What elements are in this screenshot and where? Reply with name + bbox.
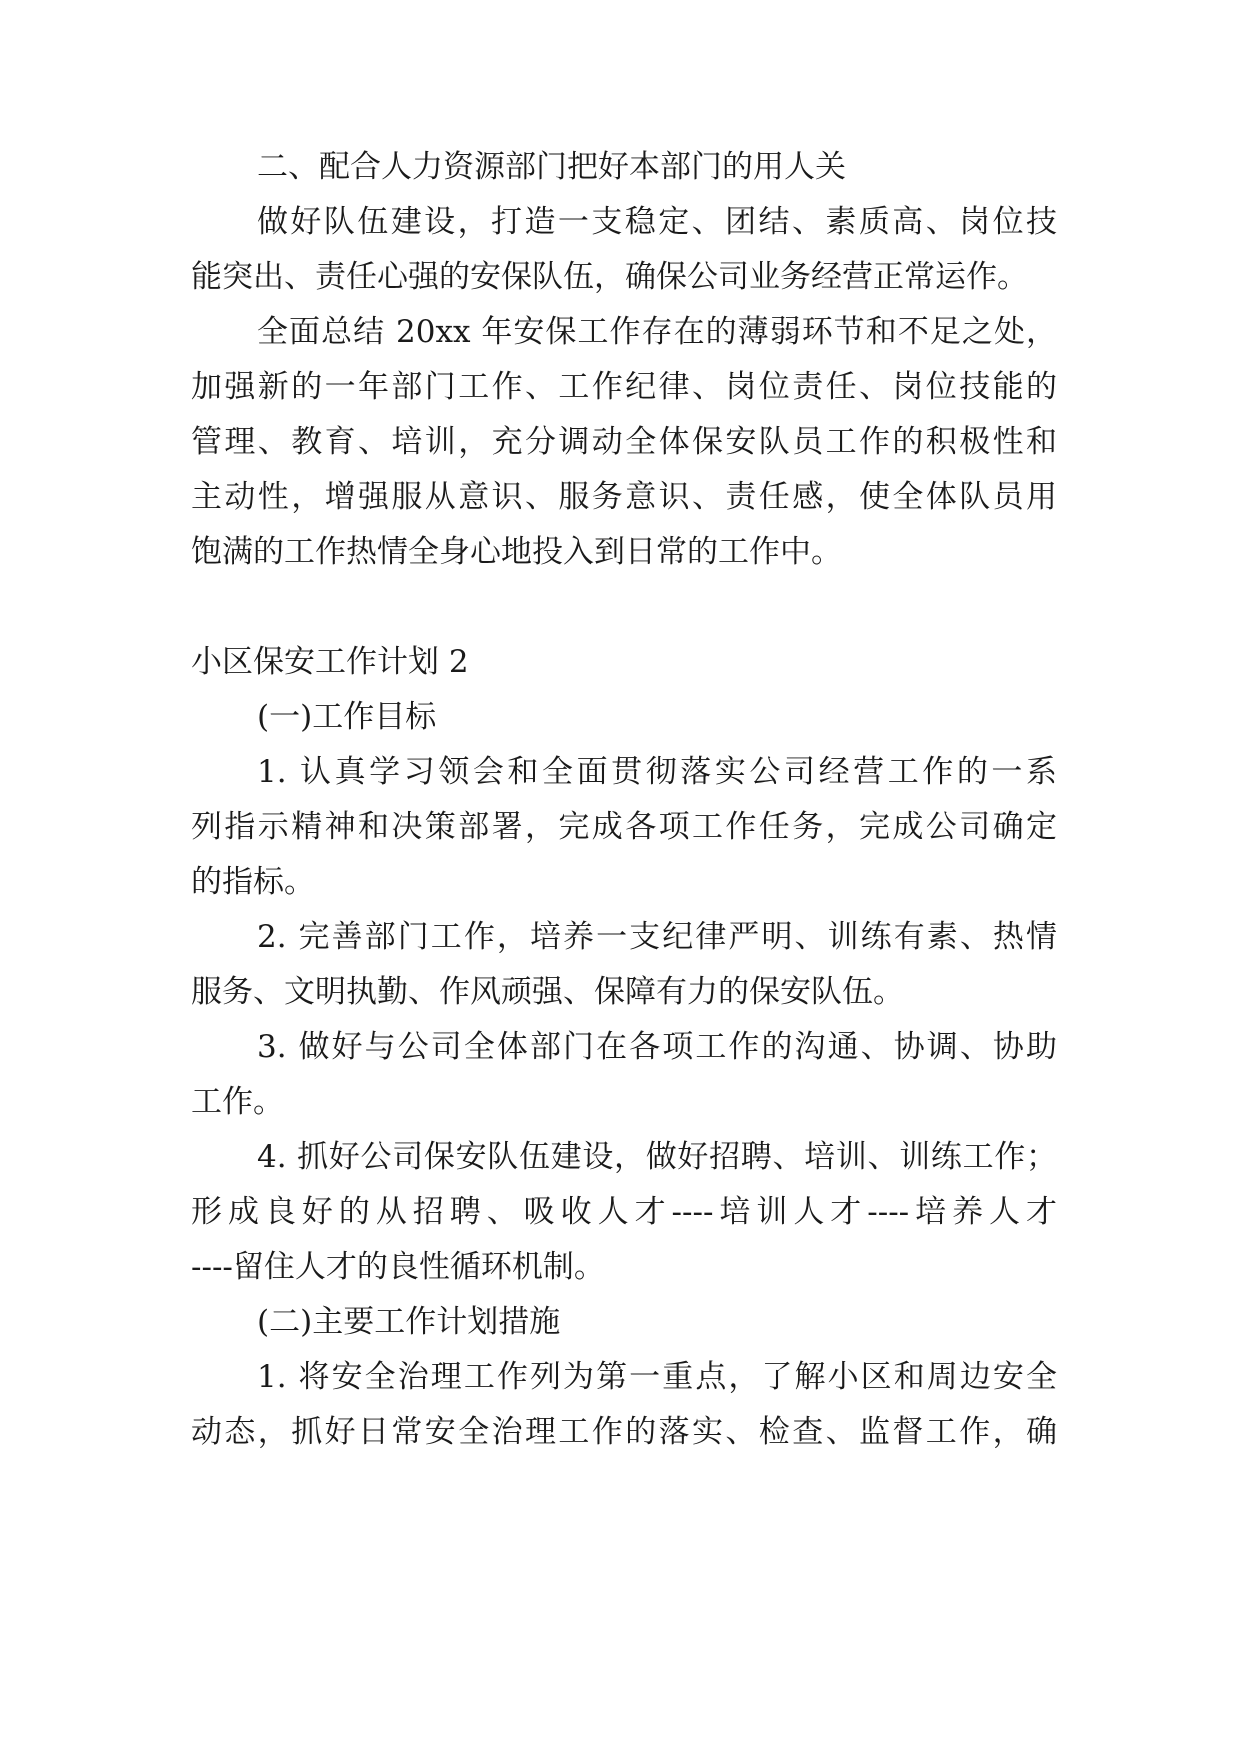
- measure-1-line-1: 1. 将安全治理工作列为第一重点，了解小区和周边安全: [257, 1359, 1057, 1395]
- goal-4-line-1: 4. 抓好公司保安队伍建设，做好招聘、培训、训练工作；: [257, 1139, 1057, 1175]
- goals-heading: (一)工作目标: [257, 699, 437, 735]
- goal-1-line-3: 的指标。: [191, 864, 315, 900]
- paragraph-summary-line-3: 管理、教育、培训，充分调动全体保安队员工作的积极性和: [191, 424, 1057, 460]
- goal-4-line-2: 形成良好的从招聘、吸收人才----培训人才----培养人才: [191, 1194, 1057, 1230]
- paragraph-summary-line-2: 加强新的一年部门工作、工作纪律、岗位责任、岗位技能的: [191, 369, 1057, 405]
- goal-3-line-1: 3. 做好与公司全体部门在各项工作的沟通、协调、协助: [257, 1029, 1057, 1065]
- goal-3-line-2: 工作。: [191, 1084, 284, 1120]
- section-title: 小区保安工作计划 2: [191, 644, 469, 680]
- paragraph-summary-line-5: 饱满的工作热情全身心地投入到日常的工作中。: [191, 534, 842, 570]
- goal-1-line-2: 列指示精神和决策部署，完成各项工作任务，完成公司确定: [191, 809, 1057, 845]
- paragraph-summary-line-1: 全面总结 20xx 年安保工作存在的薄弱环节和不足之处，: [257, 314, 1057, 350]
- section-heading-two: 二、配合人力资源部门把好本部门的用人关: [257, 149, 846, 185]
- measures-heading: (二)主要工作计划措施: [257, 1304, 561, 1340]
- paragraph-summary-line-4: 主动性，增强服从意识、服务意识、责任感，使全体队员用: [191, 479, 1057, 515]
- goal-1-line-1: 1. 认真学习领会和全面贯彻落实公司经营工作的一系: [257, 754, 1057, 790]
- measure-1-line-2: 动态，抓好日常安全治理工作的落实、检查、监督工作，确: [191, 1414, 1057, 1450]
- paragraph-team-line-1: 做好队伍建设，打造一支稳定、团结、素质高、岗位技: [257, 204, 1057, 240]
- goal-2-line-2: 服务、文明执勤、作风顽强、保障有力的保安队伍。: [191, 974, 904, 1010]
- paragraph-team-line-2: 能突出、责任心强的安保队伍，确保公司业务经营正常运作。: [191, 259, 1028, 295]
- goal-4-line-3: ----留住人才的良性循环机制。: [191, 1249, 605, 1285]
- goal-2-line-1: 2. 完善部门工作，培养一支纪律严明、训练有素、热情: [257, 919, 1057, 955]
